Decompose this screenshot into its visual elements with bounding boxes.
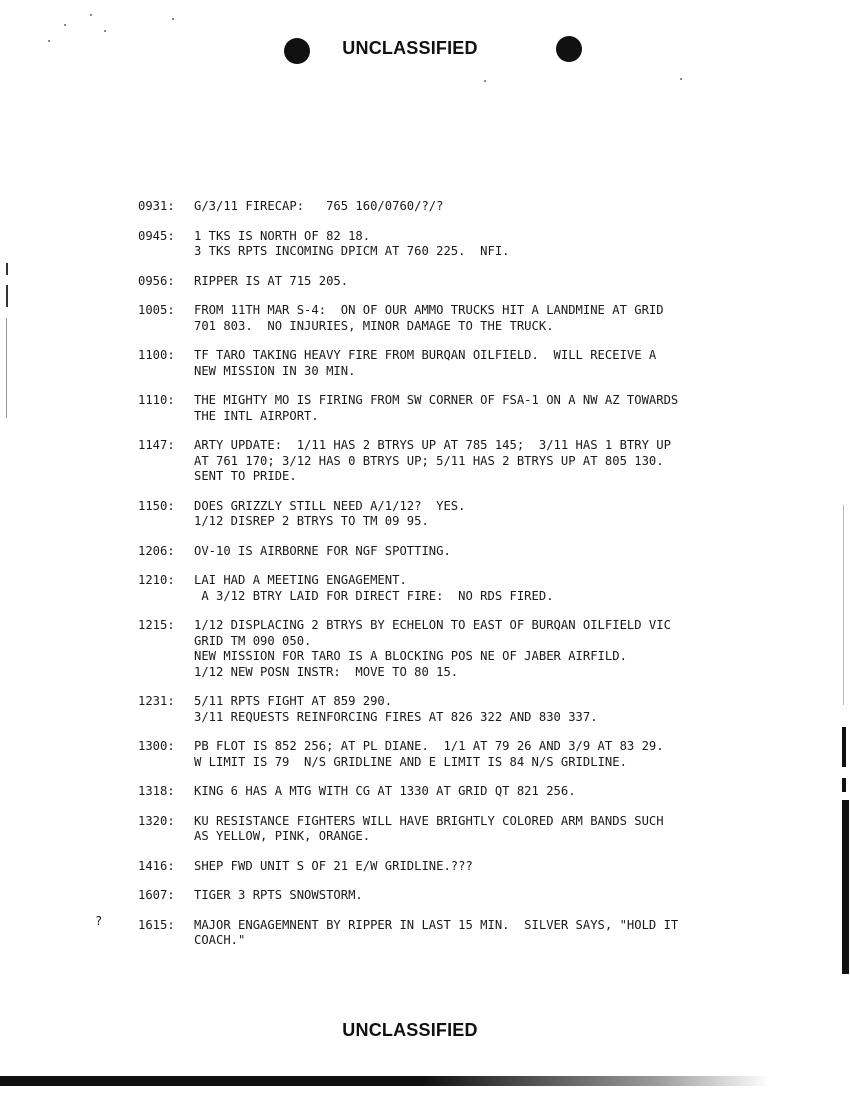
log-entry-time: 1206: bbox=[138, 543, 175, 558]
log-entry-line: TIGER 3 RPTS SNOWSTORM. bbox=[194, 888, 363, 902]
log-entry-line: 1/12 NEW POSN INSTR: MOVE TO 80 15. bbox=[194, 664, 459, 679]
log-entry-text bbox=[194, 739, 828, 770]
scan-speck bbox=[680, 78, 682, 80]
scan-edge-mark bbox=[842, 800, 849, 974]
log-entry-text bbox=[194, 229, 828, 260]
log-entry-time: 1318: bbox=[138, 784, 175, 798]
log-entry-text bbox=[194, 814, 828, 845]
log-entry-line: RIPPER IS AT 715 205. bbox=[194, 273, 349, 288]
log-entry-text bbox=[194, 694, 828, 725]
log-entry-text bbox=[194, 888, 828, 904]
log-entry bbox=[138, 859, 828, 875]
scan-speck bbox=[104, 30, 106, 32]
log-entry-time: 1005: bbox=[138, 303, 175, 317]
log-entry-line: 3/11 REQUESTS REINFORCING FIRES AT 826 322 AND 830 337. bbox=[194, 709, 598, 724]
log-entry-line: TF TARO TAKING HEAVY FIRE FROM BURQAN OILFIELD. WILL RECEIVE A bbox=[194, 348, 657, 362]
scan-edge-mark bbox=[842, 727, 846, 767]
log-entry-text bbox=[194, 859, 828, 875]
log-entry-line: NEW MISSION FOR TARO IS A BLOCKING POS NE OF JABER AIRFILD. bbox=[194, 649, 627, 663]
log-entry-line: SENT TO PRIDE. bbox=[194, 469, 297, 483]
scan-speck bbox=[172, 18, 174, 20]
log-entry-line: W LIMIT IS 79 N/S GRIDLINE AND E LIMIT IS 84 N/S GRIDLINE. bbox=[194, 754, 627, 769]
log-entry-line: MAJOR ENGAGEMNENT BY RIPPER IN LAST 15 MIN. SILVER SAYS, "HOLD IT bbox=[194, 917, 679, 932]
log-entry-time: 1300: bbox=[138, 739, 175, 753]
log-entry bbox=[138, 499, 828, 530]
log-entry-time: 1615: bbox=[138, 917, 175, 932]
log-entry-time: 1320: bbox=[138, 813, 175, 828]
log-entry-line: AS YELLOW, PINK, ORANGE. bbox=[194, 829, 371, 843]
log-entry-time: 1110: bbox=[138, 393, 175, 407]
log-entry-line: KU RESISTANCE FIGHTERS WILL HAVE BRIGHTLY COLORED ARM BANDS SUCH bbox=[194, 813, 664, 828]
log-entry-time: 1231: bbox=[138, 694, 175, 708]
scan-speck bbox=[90, 14, 92, 16]
log-entry-time: 1150: bbox=[138, 498, 175, 513]
log-entry bbox=[138, 694, 828, 725]
log-entry-line: AT 761 170; 3/12 HAS 0 BTRYS UP; 5/11 HAS 2 BTRYS UP AT 805 130. bbox=[194, 453, 664, 468]
log-entry-time: 1607: bbox=[138, 888, 175, 902]
classification-dot-right bbox=[556, 36, 582, 62]
log-entry-line: THE MIGHTY MO IS FIRING FROM SW CORNER OF FSA-1 ON A NW AZ TOWARDS bbox=[194, 393, 679, 407]
log-entry-text bbox=[194, 348, 828, 379]
log-entry bbox=[138, 573, 828, 604]
log-entry-line: 5/11 RPTS FIGHT AT 859 290. bbox=[194, 694, 393, 708]
log-entry bbox=[138, 739, 828, 770]
log-entry-time: 1100: bbox=[138, 348, 175, 362]
scan-speck bbox=[64, 24, 66, 26]
log-entry-text bbox=[194, 274, 828, 290]
scan-speck bbox=[484, 80, 486, 82]
log-entries bbox=[138, 199, 828, 949]
log-entry-line: GRID TM 090 050. bbox=[194, 633, 312, 648]
margin-question-mark: ? bbox=[95, 914, 103, 928]
log-entry-line: G/3/11 FIRECAP: 765 160/0760/?/? bbox=[194, 199, 444, 213]
header-classification-marking: UNCLASSIFIED bbox=[342, 38, 478, 58]
log-entry-line: OV-10 IS AIRBORNE FOR NGF SPOTTING. bbox=[194, 543, 451, 558]
log-entry-text bbox=[194, 393, 828, 424]
log-entry bbox=[138, 274, 828, 290]
log-entry bbox=[138, 348, 828, 379]
log-entry bbox=[138, 393, 828, 424]
log-entry bbox=[138, 229, 828, 260]
log-entry bbox=[138, 438, 828, 485]
log-entry bbox=[138, 303, 828, 334]
scan-edge-mark bbox=[6, 263, 8, 275]
scan-edge-mark bbox=[843, 505, 844, 705]
scan-edge-mark bbox=[842, 778, 846, 792]
scan-speck bbox=[48, 40, 50, 42]
log-entry bbox=[138, 918, 828, 949]
log-entry-time: 1215: bbox=[138, 618, 175, 632]
log-entry-line: SHEP FWD UNIT S OF 21 E/W GRIDLINE.??? bbox=[194, 858, 473, 873]
log-entry-text bbox=[194, 918, 828, 949]
log-entry-text bbox=[194, 544, 828, 560]
log-entry-line: 3 TKS RPTS INCOMING DPICM AT 760 225. NFI. bbox=[194, 244, 510, 258]
log-entry-text bbox=[194, 438, 828, 485]
log-entry-line: A 3/12 BTRY LAID FOR DIRECT FIRE: NO RDS FIRED. bbox=[194, 588, 554, 603]
log-entry-text bbox=[194, 499, 828, 530]
log-entry-line: COACH." bbox=[194, 933, 246, 947]
log-entry-line: FROM 11TH MAR S-4: ON OF OUR AMMO TRUCKS HIT A LANDMINE AT GRID bbox=[194, 303, 664, 317]
log-entry-line: PB FLOT IS 852 256; AT PL DIANE. 1/1 AT 79 26 AND 3/9 AT 83 29. bbox=[194, 739, 664, 753]
log-entry bbox=[138, 784, 828, 800]
log-entry-text bbox=[194, 199, 828, 215]
log-entry-line: DOES GRIZZLY STILL NEED A/1/12? YES. bbox=[194, 498, 466, 513]
log-entry bbox=[138, 544, 828, 560]
log-entry bbox=[138, 618, 828, 680]
log-entry-line: KING 6 HAS A MTG WITH CG AT 1330 AT GRID QT 821 256. bbox=[194, 784, 576, 798]
log-entry-line: THE INTL AIRPORT. bbox=[194, 408, 319, 423]
log-entry-time: 0956: bbox=[138, 273, 175, 288]
footer-classification-marking: UNCLASSIFIED bbox=[342, 1020, 478, 1040]
log-entry-text bbox=[194, 784, 828, 800]
log-entry-time: 0945: bbox=[138, 228, 175, 243]
log-entry-line: ARTY UPDATE: 1/11 HAS 2 BTRYS UP AT 785 145; 3/11 HAS 1 BTRY UP bbox=[194, 438, 671, 452]
scan-edge-mark bbox=[6, 318, 7, 418]
log-entry-time: 0931: bbox=[138, 199, 175, 213]
log-entry-line: 1/12 DISREP 2 BTRYS TO TM 09 95. bbox=[194, 514, 429, 528]
log-entry-time: 1147: bbox=[138, 438, 175, 452]
scan-bottom-edge bbox=[0, 1076, 770, 1086]
log-entry-text bbox=[194, 618, 828, 680]
log-entry-time: 1210: bbox=[138, 573, 175, 587]
log-entry-line: 701 803. NO INJURIES, MINOR DAMAGE TO THE TRUCK. bbox=[194, 318, 554, 333]
log-entry-line: 1/12 DISPLACING 2 BTRYS BY ECHELON TO EAST OF BURQAN OILFIELD VIC bbox=[194, 618, 671, 632]
log-entry-text bbox=[194, 573, 828, 604]
log-entry-time: 1416: bbox=[138, 858, 175, 873]
scan-edge-mark bbox=[6, 285, 8, 307]
log-entry-text bbox=[194, 303, 828, 334]
log-entry bbox=[138, 199, 828, 215]
log-entry-line: 1 TKS IS NORTH OF 82 18. bbox=[194, 228, 371, 243]
log-entry bbox=[138, 814, 828, 845]
log-entry-line: NEW MISSION IN 30 MIN. bbox=[194, 363, 356, 378]
log-entry-line: LAI HAD A MEETING ENGAGEMENT. bbox=[194, 573, 407, 587]
log-entry bbox=[138, 888, 828, 904]
